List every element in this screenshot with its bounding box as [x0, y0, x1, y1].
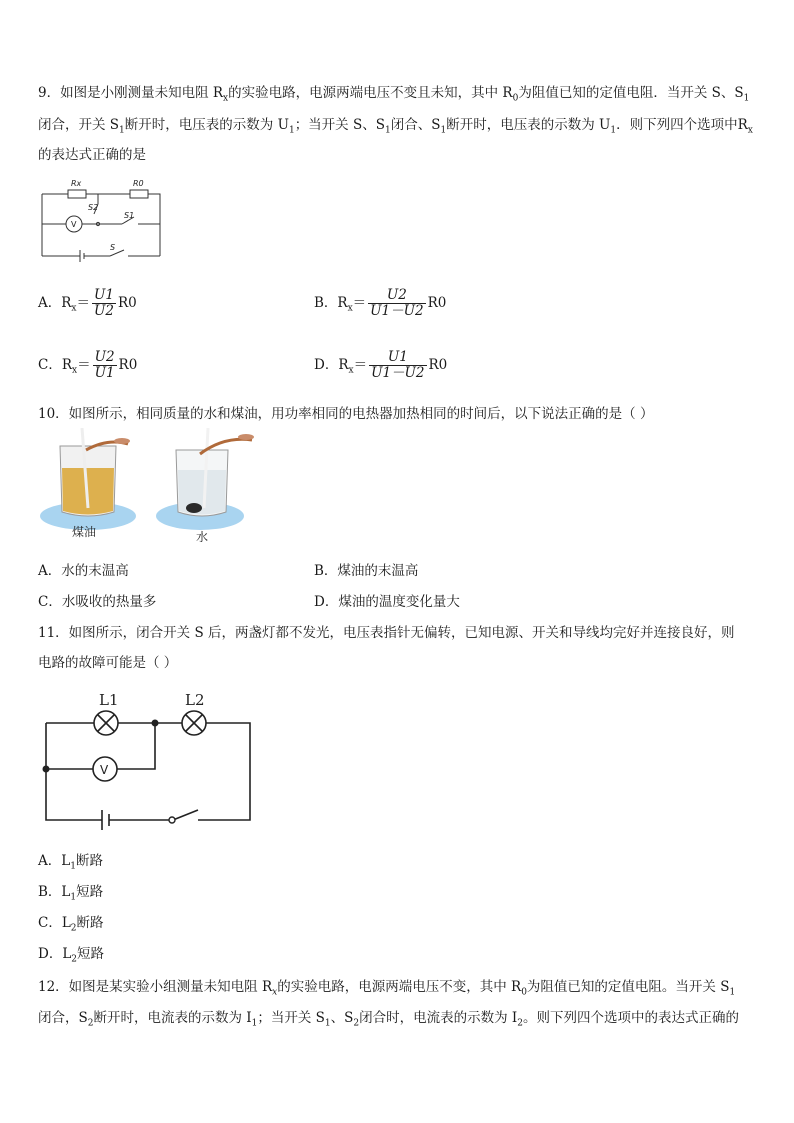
rx-label: Rx	[71, 179, 82, 188]
q11-opt-post: 断路	[75, 853, 103, 869]
q12-text: 的实验电路，电源两端电压不变，其中 R	[277, 979, 522, 995]
q11-opt-sub: 2	[70, 923, 77, 934]
water-liquid	[178, 470, 226, 515]
q11-opt-sub: 2	[71, 954, 78, 965]
q9-fraction	[369, 350, 426, 381]
q11-opt-post: 断路	[76, 915, 104, 931]
junction-dot	[152, 720, 159, 727]
q9-sub: x	[223, 93, 229, 104]
q11-opt-post: 短路	[77, 946, 105, 962]
q9-opt-suffix: R0	[427, 295, 447, 311]
q9-opt-suffix: R0	[117, 295, 137, 311]
q9-fraction	[368, 288, 425, 319]
q12-text: 断开时，电流表的示数为 I	[93, 1010, 252, 1026]
q9-opt-sub: x	[348, 365, 354, 376]
q12-sub: 2	[517, 1018, 523, 1029]
q9-option-c[interactable]	[38, 350, 137, 381]
q9-option-d[interactable]	[314, 350, 447, 381]
q12-line1	[38, 978, 735, 1002]
q10-stem: 10．如图所示，相同质量的水和煤油，用功率相同的电热器加热相同的时间后，以下说法正确的是（ ）	[38, 406, 654, 422]
q10-beakers-figure	[38, 428, 278, 546]
s-label: S	[110, 243, 116, 252]
q11-opt-pre: A．L	[38, 853, 71, 869]
q9-opt-prefix: B．R	[314, 295, 348, 311]
q9-text: 闭合，开关 S	[38, 117, 120, 133]
q12-sub: 2	[353, 1018, 360, 1029]
q11-option-d[interactable]	[38, 945, 104, 969]
fraction-denominator: U1	[94, 365, 115, 381]
q9-opt-sub: x	[347, 303, 353, 314]
q9-line3: 的表达式正确的是	[38, 147, 146, 163]
q12-text: 、S	[330, 1010, 354, 1026]
right-heater-coil	[186, 503, 202, 513]
q9-text: ．则下列四个选项中R	[616, 117, 748, 133]
l2-label-text: L2	[185, 691, 205, 709]
r0-label: R0	[133, 179, 144, 188]
q12-text: 为阻值已知的定值电阻。当开关 S	[526, 979, 730, 995]
q9-fraction	[93, 350, 117, 381]
q11-opt-sub: 1	[70, 861, 76, 872]
q12-sub: 1	[729, 987, 736, 998]
s2-label: S2	[88, 203, 99, 212]
q9-sub: 1	[288, 125, 295, 136]
q11-opt-sub: 1	[70, 892, 77, 903]
fraction-denominator: U2	[94, 303, 114, 319]
right-heater-plug	[238, 434, 254, 440]
switch-pivot	[169, 817, 175, 823]
q9-sub: 1	[743, 93, 750, 104]
q11-circuit-figure	[38, 686, 258, 832]
fraction-denominator: U1－U2	[370, 303, 424, 319]
q9-text: 断开时，电压表的示数为 U	[124, 117, 289, 133]
q9-sub: 1	[610, 125, 617, 136]
q9-sub: 1	[440, 125, 447, 136]
q12-text: 。则下列四个选项中的表达式正确的	[522, 1010, 739, 1026]
q12-sub: 1	[324, 1018, 331, 1029]
s1-label: S1	[124, 211, 135, 220]
water-label: 水	[196, 530, 209, 544]
q9-opt-suffix: R0	[428, 357, 448, 373]
q9-opt-prefix: C．R	[38, 357, 72, 373]
q12-sub: 2	[87, 1018, 94, 1029]
q12-text: 闭合，S	[38, 1010, 88, 1026]
left-heater-plug	[114, 438, 130, 444]
q11-stem-line2: 电路的故障可能是（ ）	[38, 655, 178, 671]
q9-fraction	[92, 288, 116, 319]
q9-option-a[interactable]	[38, 288, 137, 319]
l2-label	[185, 691, 205, 709]
q9-sub: 1	[384, 125, 391, 136]
q12-sub: x	[272, 987, 278, 998]
q9-line1	[38, 84, 749, 108]
l1-label	[99, 691, 119, 709]
q12-sub: 0	[521, 987, 527, 998]
voltmeter-label: V	[71, 220, 77, 229]
q11-option-a[interactable]	[38, 852, 103, 876]
q9-circuit-figure	[38, 174, 162, 266]
q9-text: 断开时，电压表的示数为 U	[446, 117, 611, 133]
voltmeter-label: V	[100, 763, 109, 777]
fraction-denominator: U1－U2	[371, 365, 425, 381]
q9-text-b: 的实验电路，电源两端电压不变且未知，其中 R	[228, 85, 513, 101]
q11-option-c[interactable]	[38, 914, 104, 938]
q9-sub: 1	[119, 125, 125, 136]
l1-label-text: L1	[99, 691, 119, 709]
q9-text-a: 9．如图是小刚测量未知电阻 R	[38, 85, 224, 101]
q9-opt-sub: x	[71, 303, 77, 314]
q10-option-d[interactable]: D．煤油的温度变化量大	[314, 594, 460, 610]
q9-opt-sub: x	[72, 365, 78, 376]
q9-opt-eq: ＝	[352, 295, 367, 311]
kerosene-label: 煤油	[72, 525, 97, 539]
q9-opt-prefix: D．R	[314, 357, 349, 373]
fraction-numerator: U2	[368, 288, 425, 304]
q9-text-c: 为阻值已知的定值电阻．当开关 S、S	[518, 85, 744, 101]
q9-opt-suffix: R0	[118, 357, 138, 373]
q11-stem-line1: 11．如图所示，闭合开关 S 后，两盏灯都不发光，电压表指针无偏转，已知电源、开关和导线均完好并连接良好，则	[38, 625, 735, 641]
q9-text: ；当开关 S、S	[294, 117, 385, 133]
q9-opt-eq: ＝	[76, 295, 90, 311]
q9-opt-prefix: A．R	[38, 295, 72, 311]
q9-opt-eq: ＝	[77, 357, 91, 373]
fraction-numerator: U2	[94, 349, 115, 365]
junction-dot	[43, 766, 50, 773]
q11-opt-pre: B．L	[38, 884, 71, 900]
q10-option-b[interactable]: B．煤油的末温高	[314, 563, 419, 579]
q12-text: 12．如图是某实验小组测量未知电阻 R	[38, 979, 273, 995]
q11-opt-pre: D．L	[38, 946, 72, 962]
q11-opt-post: 短路	[76, 884, 104, 900]
q12-line2	[38, 1009, 739, 1033]
q9-text: 闭合、S	[390, 117, 441, 133]
q9-sub: 0	[512, 93, 519, 104]
q9-option-b[interactable]	[314, 288, 446, 319]
q9-line2	[38, 116, 753, 140]
q11-option-b[interactable]	[38, 883, 103, 907]
fraction-numerator: U1	[369, 350, 426, 366]
q9-opt-eq: ＝	[353, 357, 368, 373]
q12-text: 闭合时，电流表的示数为 I	[359, 1010, 518, 1026]
q11-opt-pre: C．L	[38, 915, 71, 931]
q12-sub: 1	[251, 1018, 258, 1029]
q9-sub: x	[747, 125, 753, 136]
q12-text: ；当开关 S	[257, 1010, 325, 1026]
q10-option-c[interactable]: C．水吸收的热量多	[38, 594, 157, 610]
q10-option-a[interactable]: A．水的末温高	[38, 563, 129, 579]
fraction-numerator: U1	[94, 287, 114, 303]
